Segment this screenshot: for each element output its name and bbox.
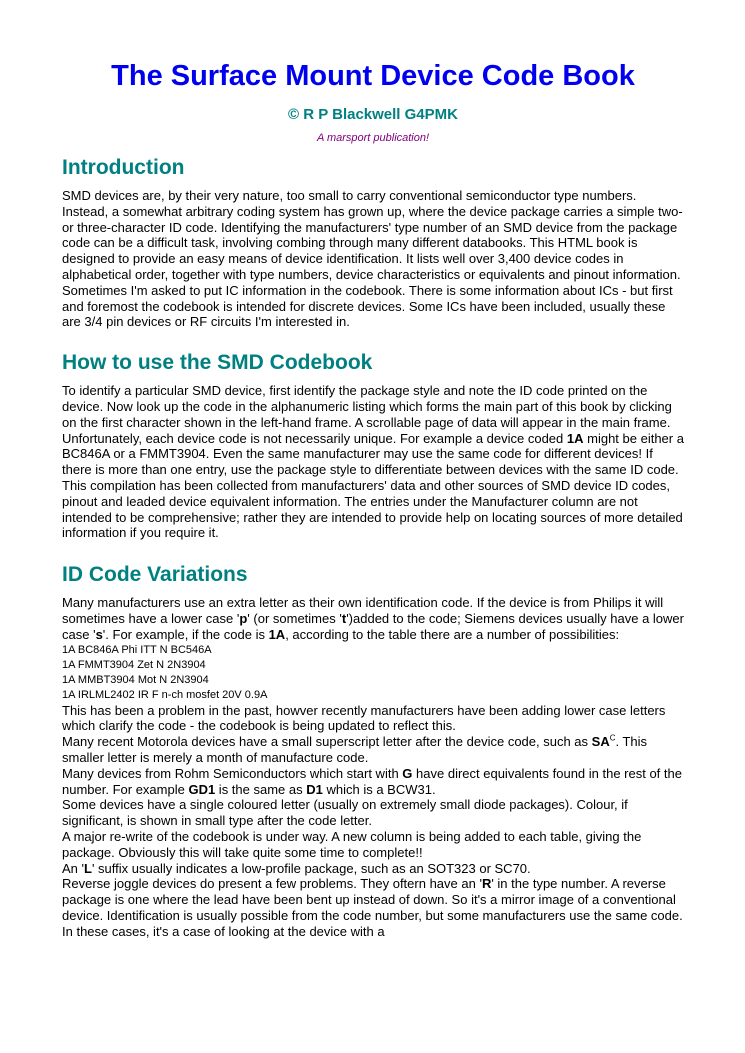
text-span: might be either a BC846A or a FMMT3904. Even the same manufacturer may use the same code for different devices! If there is more than one entry, use the package style to differentiate between devices with the same ID code. <box>62 430 684 478</box>
text-span: have direct equivalents found in the rest of the number. For example <box>62 765 682 797</box>
variations-heading: ID Code Variations <box>62 563 248 587</box>
variations-paragraph-6: A major re-write of the codebook is under way. A new column is being added to each table, giving the package. Obviously this will take quite some time to complete!! <box>62 828 642 860</box>
code-letter: t <box>341 610 347 626</box>
text-span: '. For example, if the code is <box>102 626 269 642</box>
text-span: . This smaller letter is merely a month of manufacture code. <box>62 734 648 765</box>
text-span: Many devices from Rohm Semiconductors which start with <box>62 765 403 781</box>
variations-body <box>62 595 684 939</box>
text-span: which is a BCW31. <box>322 781 436 797</box>
author-line: © R P Blackwell G4PMK <box>287 106 458 123</box>
text-span: Many recent Motorola devices have a small superscript letter after the device code, such as <box>62 734 592 750</box>
variations-paragraph-8 <box>62 876 684 939</box>
code-letter: L <box>84 860 92 876</box>
text-span: ')added to the code; Siemens devices usually have a lower case ' <box>62 610 684 642</box>
text-span: is the same as <box>215 781 307 797</box>
code-letter: R <box>481 876 492 892</box>
document-page <box>62 58 684 939</box>
how-paragraph-3: This compilation has been collected from manufacturers' data and other sources of SMD device ID codes, pinout and leaded device equivalent information. The entries under the Manufacturer column are not intended to be comprehensive; rather they are intended to provide help on locating sources of more detailed information if you require it. <box>62 477 683 541</box>
variations-paragraph-3 <box>62 734 684 766</box>
how-paragraph-1: To identify a particular SMD device, first identify the package style and note the ID code printed on the device. Now look up the code in the alphanumeric listing which forms the main part of this book by clicking on the first character shown in the left-hand frame. A scrollable page of data will appear in the main frame. <box>62 383 672 430</box>
code-letter: s <box>95 626 103 642</box>
how-to-use-heading: How to use the SMD Codebook <box>62 351 373 375</box>
variations-paragraph-2: This has been a problem in the past, howver recently manufacturers have been adding lower case letters which clarify the code - the codebook is being updated to reflect this. <box>62 702 666 734</box>
text-span: ' in the type number. A reverse package is one where the lead have been bent up instead of down. So it's a mirror image of a conventional device. Identification is usually possible from the code number, but some manufacturers use the same code. In these cases, it's a case of looking at the device with a <box>62 876 683 939</box>
text-span: Many manufacturers use an extra letter as their own identification code. If the device is from Philips it will sometimes have a lower case ' <box>62 595 664 626</box>
variations-paragraph-7 <box>62 861 684 877</box>
code-example: 1A <box>566 430 584 446</box>
code-example: SA <box>591 734 610 750</box>
text-span: Unfortunately, each device code is not necessarily unique. For example a device coded <box>62 430 567 446</box>
how-paragraph-2 <box>62 431 684 478</box>
code-example: D1 <box>306 781 323 797</box>
text-span: An ' <box>62 860 84 876</box>
text-span: , according to the table there are a number of possibilities: <box>285 626 620 642</box>
code-table-row: 1A MMBT3904 Mot N 2N3904 <box>62 673 209 686</box>
code-table-row: 1A FMMT3904 Zet N 2N3904 <box>62 658 206 671</box>
text-span: ' suffix usually indicates a low-profile package, such as an SOT323 or SC70. <box>91 860 531 876</box>
code-letter: p <box>239 610 248 626</box>
page-title: The Surface Mount Device Code Book <box>111 60 635 92</box>
code-example: 1A <box>268 626 286 642</box>
variations-paragraph-5: Some devices have a single coloured letter (usually on extremely small diode packages). Colour, if significant, is shown in small type after the code letter. <box>62 797 628 829</box>
publication-note: A marsport publication! <box>316 132 430 144</box>
code-table-row: 1A BC846A Phi ITT N BC546A <box>62 643 212 656</box>
code-letter: G <box>402 765 413 781</box>
variations-paragraph-4 <box>62 766 684 798</box>
code-table-row: 1A IRLML2402 IR F n-ch mosfet 20V 0.9A <box>62 688 268 701</box>
variations-paragraph-1 <box>62 595 684 642</box>
text-span: ' (or sometimes ' <box>247 610 342 626</box>
intro-heading: Introduction <box>62 156 185 179</box>
how-to-use-body <box>62 383 684 541</box>
text-span: Reverse joggle devices do present a few problems. They oftern have an ' <box>62 876 482 892</box>
superscript-letter: C <box>609 733 616 743</box>
intro-paragraph: SMD devices are, by their very nature, too small to carry conventional semiconductor type numbers. Instead, a somewhat arbitrary coding system has grown up, where the device package carries a simple two- or three-character ID code. Identifying the manufacturers' type number of an SMD device from the package code can be a difficult task, involving combing through many different databooks. This HTML book is designed to provide an easy means of device identification. It lists well over 3,400 device codes in alphabetical order, together with type numbers, device characteristics or equivalents and pinout information. Sometimes I'm asked to put IC information in the codebook. There is some information about ICs - but first and foremost the codebook is intended for discrete devices. Some ICs have been included, usually these are 3/4 pin devices or RF circuits I'm interested in. <box>62 188 683 330</box>
code-example: GD1 <box>188 781 216 797</box>
